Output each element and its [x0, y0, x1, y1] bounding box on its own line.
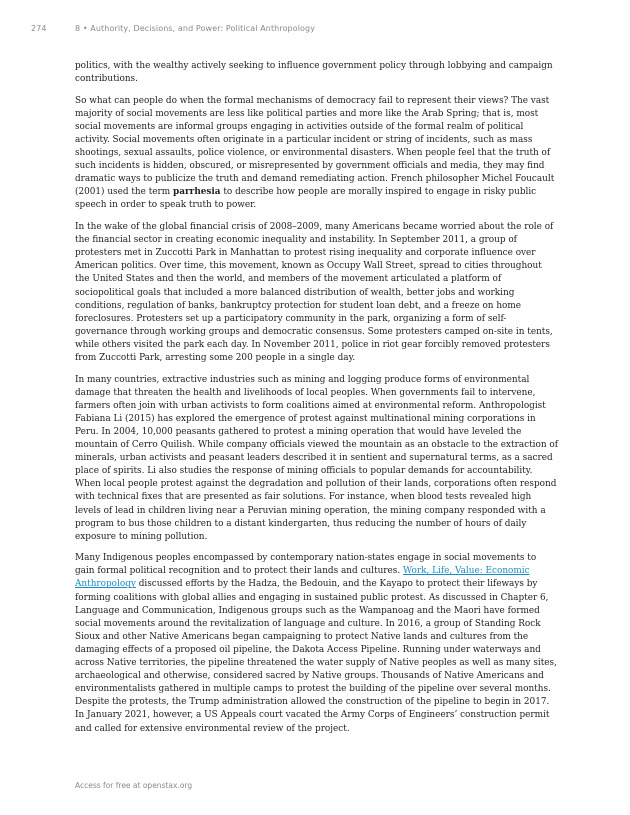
paragraph-4: In many countries, extractive industries such as mining and logging produce forms of environmental damage that threaten the health and livelihoods of local peoples. When governments fail to intervene, farmers often join with urban activists to form coalitions aimed at environmental reform. Anthropologist Fabiana Li (2015) has explored the emergence of protest against multinational mining corporations in Peru. In 2004, 10,000 peasants gathered to protest a mining operation that would have leveled the mountain of Cerro Quilish. While company officials viewed the mountain as an obstacle to the extraction of minerals, urban activists and peasant leaders described it in sentient and supernatural terms, as a sacred place of spirits. Li also studies the response of mining officials to popular demands for accountability. When local people protest against the degradation and pollution of their lands, corporations often respond with technical fixes that are presented as fair solutions. For instance, when blood tests revealed high levels of lead in children living near a Peruvian mining operation, the mining company responded with a program to bus those children to a distant kindergarten, thus reducing the number of hours of daily exposure to mining pollution.: [75, 374, 559, 542]
chapter-title: 8 • Authority, Decisions, and Power: Political Anthropology: [75, 24, 316, 33]
economic-anthropology-link[interactable]: Work, Life, Value: Economic Anthropology: [75, 566, 530, 590]
paragraph-1: politics, with the wealthy actively seeking to influence government policy through lobbying and campaign contributions.: [75, 61, 553, 85]
main-text: [75, 60, 558, 744]
running-header: [31, 24, 315, 33]
page-footer: Access for free at openstax.org: [75, 781, 193, 790]
paragraph-3: In the wake of the global financial crisis of 2008–2009, many Americans became worried about the role of the financial sector in creating economic inequality and instability. In September 2011, a group of protesters met in Zuccotti Park in Manhattan to protest rising inequality and corporate influence over American politics. Over time, this movement, known as Occupy Wall Street, spread to cities throughout the United States and then the world, and members of the movement articulated a platform of sociopolitical goals that included a more balanced distribution of wealth, better jobs and working conditions, regulation of banks, bankruptcy protection for student loan debt, and a freeze on home foreclosures. Protesters set up a participatory community in the park, organizing a form of self-governance through working groups and democratic consensus. Some protesters camped on-site in tents, while others visited the park each day. In November 2011, police in riot gear forcibly removed protesters from Zuccotti Park, arresting some 200 people in a single day.: [75, 222, 554, 363]
paragraph-2-text-a: So what can people do when the formal mechanisms of democracy fail to represent their views? The vast majority of social movements are less like political parties and more like the Arab Spring; that is, most social movements are informal groups engaging in activities outside of the formal realm of political activity. Social movements often originate in a particular incident or string of incidents, such as mass shootings, sexual assaults, police violence, or environmental disasters. When people feel that the truth of such incidents is hidden, obscured, or misrepresented by government officials and media, they may find dramatic ways to publicize the truth and demand remediating action. French philosopher Michel Foucault (2001) used the term: [75, 95, 555, 198]
paragraph-5-text-a: Many Indigenous peoples encompassed by contemporary nation-states engage in social movements to gain formal political recognition and to protect their lands and cultures.: [75, 553, 537, 577]
paragraph-2-text-b: to describe how people are morally inspired to engage in risky public speech in order to speak truth to power.: [75, 187, 537, 211]
paragraph-5: [75, 552, 558, 735]
page-number: 274: [31, 24, 47, 33]
paragraph-5-text-b: discussed efforts by the Hadza, the Bedouin, and the Kayapo to protect their lifeways by forming coalitions with global allies and engaging in sustained public protest. As discussed in Chapter 6, Language and Communication, Indigenous groups such as the Wampanoag and the Maori have formed social movements around the revitalization of language and culture. In 2016, a group of Standing Rock Sioux and other Native Americans began campaigning to protect Native lands and cultures from the damaging effects of a proposed oil pipeline, the Dakota Access Pipeline. Running under waterways and across Native territories, the pipeline threatened the water supply of Native peoples as well as many sites, archaeological and otherwise, considered sacred by Native groups. Thousands of Native Americans and environmentalists gathered in multiple camps to protest the building of the pipeline over several months. Despite the protests, the Trump administration allowed the construction of the pipeline to begin in 2017. In January 2021, however, a US Appeals court vacated the Army Corps of Engineers’ construction permit and called for extensive environmental review of the project.: [75, 579, 557, 734]
paragraph-2: [75, 95, 558, 213]
term-parrhesia: parrhesia: [173, 187, 221, 198]
